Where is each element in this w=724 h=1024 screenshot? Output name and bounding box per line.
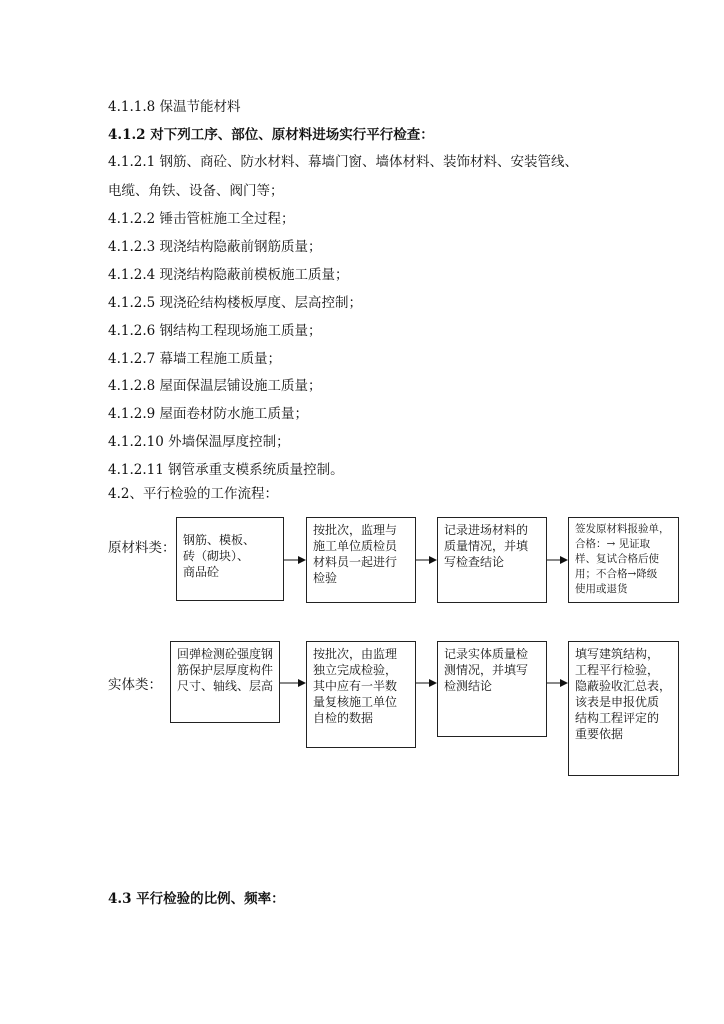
text-line-4-1-2-1: 4.1.2.1 钢筋、商砼、防水材料、幕墙门窗、墙体材料、装饰材料、安装管线、 — [108, 154, 579, 170]
text-line-4-1-2-6: 4.1.2.6 钢结构工程现场施工质量； — [108, 323, 322, 339]
flow-row-label-raw-materials: 原材料类： — [108, 540, 176, 556]
text-line-4-1-2-7: 4.1.2.7 幕墙工程施工质量； — [108, 351, 282, 367]
flow-row-label-entity: 实体类： — [108, 677, 162, 693]
flow-box-raw-1: 钢筋、模板、 砖（砌块）、 商品砼 — [176, 517, 284, 601]
text-line-4-1-2-11: 4.1.2.11 钢管承重支模系统质量控制。 — [108, 462, 344, 478]
flow-box-entity-1: 回弹检测砼强度钢 筋保护层厚度构件 尺寸、轴线、层高 — [170, 641, 280, 723]
text-line-4-1-2-4: 4.1.2.4 现浇结构隐蔽前模板施工质量； — [108, 267, 349, 283]
text-line-4-1-2-5: 4.1.2.5 现浇砼结构楼板厚度、层高控制； — [108, 295, 363, 311]
flow-box-raw-4: 签发原材料报验单， 合格：→ 见证取 样、复试合格后使 用；不合格→降级 使用或退货 — [568, 517, 679, 603]
flow-box-entity-2: 按批次，由监理 独立完成检验， 其中应有一半数 量复核施工单位 自检的数据 — [306, 641, 416, 748]
heading-4-1-2: 4.1.2 对下列工序、部位、原材料进场实行平行检查： — [108, 127, 434, 143]
text-line-4-1-1-8: 4.1.1.8 保温节能材料 — [108, 99, 241, 115]
text-line-4-1-2-9: 4.1.2.9 屋面卷材防水施工质量； — [108, 406, 309, 422]
flow-box-entity-3: 记录实体质量检 测情况，并填写 检测结论 — [437, 641, 547, 737]
text-line-4-1-2-2: 4.1.2.2 锤击管桩施工全过程； — [108, 211, 295, 227]
text-line-4-1-2-3: 4.1.2.3 现浇结构隐蔽前钢筋质量； — [108, 239, 322, 255]
heading-4-2: 4.2、平行检验的工作流程： — [108, 486, 278, 502]
flow-box-entity-4: 填写建筑结构， 工程平行检验， 隐蔽验收汇总表， 该表是申报优质 结构工程评定的 重要依据 — [568, 641, 679, 776]
text-line-4-1-2-8: 4.1.2.8 屋面保温层铺设施工质量； — [108, 378, 322, 394]
flow-box-raw-2: 按批次，监理与 施工单位质检员 材料员一起进行 检验 — [306, 517, 416, 603]
text-line-4-1-2-10: 4.1.2.10 外墙保温厚度控制； — [108, 434, 290, 450]
flow-box-raw-3: 记录进场材料的 质量情况，并填 写检查结论 — [437, 517, 547, 603]
text-line-4-1-2-1-cont: 电缆、角铁、设备、阀门等； — [108, 183, 284, 199]
heading-4-3: 4.3 平行检验的比例、频率： — [108, 891, 285, 907]
